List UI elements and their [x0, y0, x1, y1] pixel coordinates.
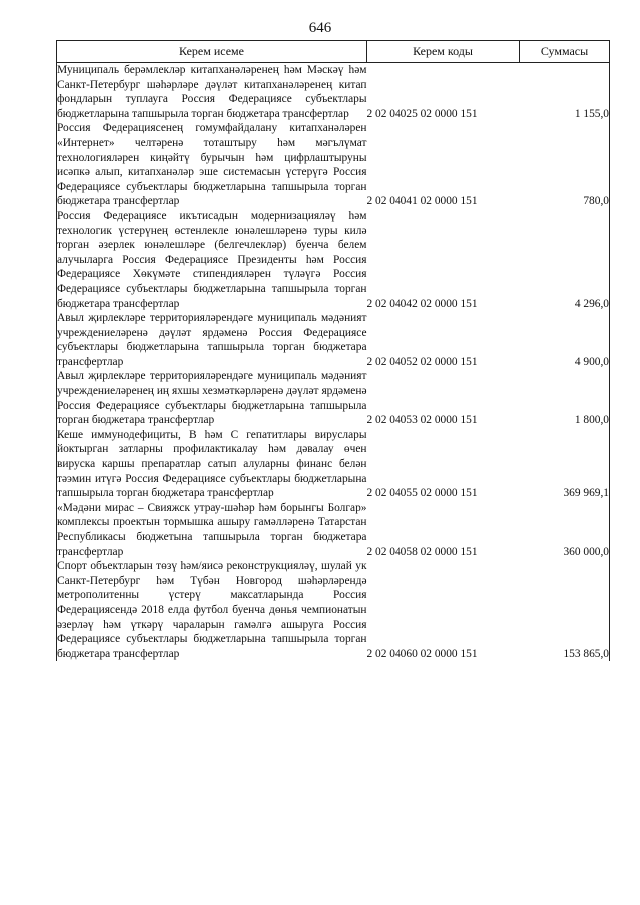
row-sum: 369 969,1 [520, 428, 610, 501]
column-header-name: Керем исеме [57, 41, 367, 63]
table-row [57, 121, 610, 209]
row-name: «Мәдәни мирас – Свияжск утрау-шәһәр һәм борынгы Болгар» комплексы проектын тормышка ашыру гамәлләренә Татарстан Республикасы бюджетына тапшырыла торган бюджетара трансфертлар [57, 501, 367, 558]
row-code: 2 02 04060 02 0000 151 [366, 647, 478, 660]
budget-table [56, 40, 610, 661]
row-sum: 360 000,0 [520, 501, 610, 559]
row-sum: 1 800,0 [520, 369, 610, 427]
row-sum: 1 155,0 [520, 63, 610, 122]
row-name: Авыл җирлекләре территорияләрендәге муниципаль мәдәният учреждениеләренә дәүләт ярдәменә Россия Федерациясе субъектлары бюджетларына тапшырыла торган бюджетара трансфертлар [57, 312, 367, 368]
table-row [57, 501, 610, 559]
table-row [57, 559, 610, 661]
page-number: 646 [308, 20, 332, 36]
row-name: Россия Федерациясе икътисадын модернизацияләү һәм технологик үстерүнең өстенлекле юнәлешләренә туры килә торган әзерлек юнәлешләре (белгечлекләр) буенча белем алучыларга Россия Федерациясе Президенты һәм Россия Федерациясе Хөкүмәте стипендияләрен түләүгә Россия Федерациясе субъектлары бюджетларына тапшырыла торган бюджетара трансфертлар [57, 209, 367, 310]
row-code: 2 02 04052 02 0000 151 [366, 355, 478, 368]
row-sum: 153 865,0 [520, 559, 610, 661]
column-header-code: Керем коды [367, 41, 520, 63]
row-name: Авыл җирлекләре территорияләрендәге муниципаль мәдәният учреждениеләренең иң яхшы хезмәткәрләренә дәүләт ярдәменә Россия Федерациясе субъектлары бюджетларына тапшырыла торган бюджетара трансфертлар [57, 370, 367, 427]
row-code: 2 02 04055 02 0000 151 [366, 487, 478, 500]
row-name: Муниципаль берәмлекләр китапханәләренең һәм Мәскәү һәм Санкт-Петербург шәһәрләре дәүләт китапханәләренең китап фондларын туплауга Россия Федерациясе субъектлары бюджетларына тапшырыла торган бюджетара трансфертлар [57, 64, 367, 120]
row-code: 2 02 04025 02 0000 151 [366, 107, 478, 120]
column-header-sum: Суммасы [520, 41, 610, 63]
table-row [57, 369, 610, 427]
row-code: 2 02 04041 02 0000 151 [366, 195, 478, 208]
row-code: 2 02 04058 02 0000 151 [366, 545, 478, 558]
row-name: Кеше иммунодефициты, В һәм С гепатитлары вируслары йоктырган затларны профилактикалау һәм дәвалау өчен вируска каршы препаратлар сатып алуларны финанс белән тәэмин итүгә Россия Федерациясе субъектлары бюджетларына тапшырыла торган бюджетара трансфертлар [57, 428, 367, 500]
table-row [57, 209, 610, 311]
table-row [57, 311, 610, 369]
row-code: 2 02 04053 02 0000 151 [366, 414, 478, 427]
row-code: 2 02 04042 02 0000 151 [366, 297, 478, 310]
table-header-row [57, 41, 610, 63]
row-sum: 780,0 [520, 121, 610, 209]
table-row [57, 428, 610, 501]
row-name: Россия Федерациясенең гомумфайдалану китапханәләрен «Интернет» челтәренә тоташтыру һәм мәгълүмат технологияләрен киңәйтү бурычын һәм цифрлаштыруны исәпкә алып, китапханәләр эше системасын үстерүгә Россия Федерациясе субъектлары бюджетларына тапшырыла торган бюджетара трансфертлар [57, 122, 367, 208]
row-sum: 4 900,0 [520, 311, 610, 369]
table-row [57, 63, 610, 122]
row-name: Спорт объектларын төзү һәм/яисә реконструкцияләү, шулай ук Санкт-Петербург һәм Түбән Новгород шәһәрләрендә метрополитенны үстерү максатларында Россия Федерациясендә 2018 елда футбол буенча дөнья чемпионатын әзерләү һәм үткәрү чараларын гамәлгә ашыруга Россия Федерациясе субъектлары бюджетларына тапшырыла торган бюджетара трансфертлар [57, 560, 367, 660]
row-sum: 4 296,0 [520, 209, 610, 311]
